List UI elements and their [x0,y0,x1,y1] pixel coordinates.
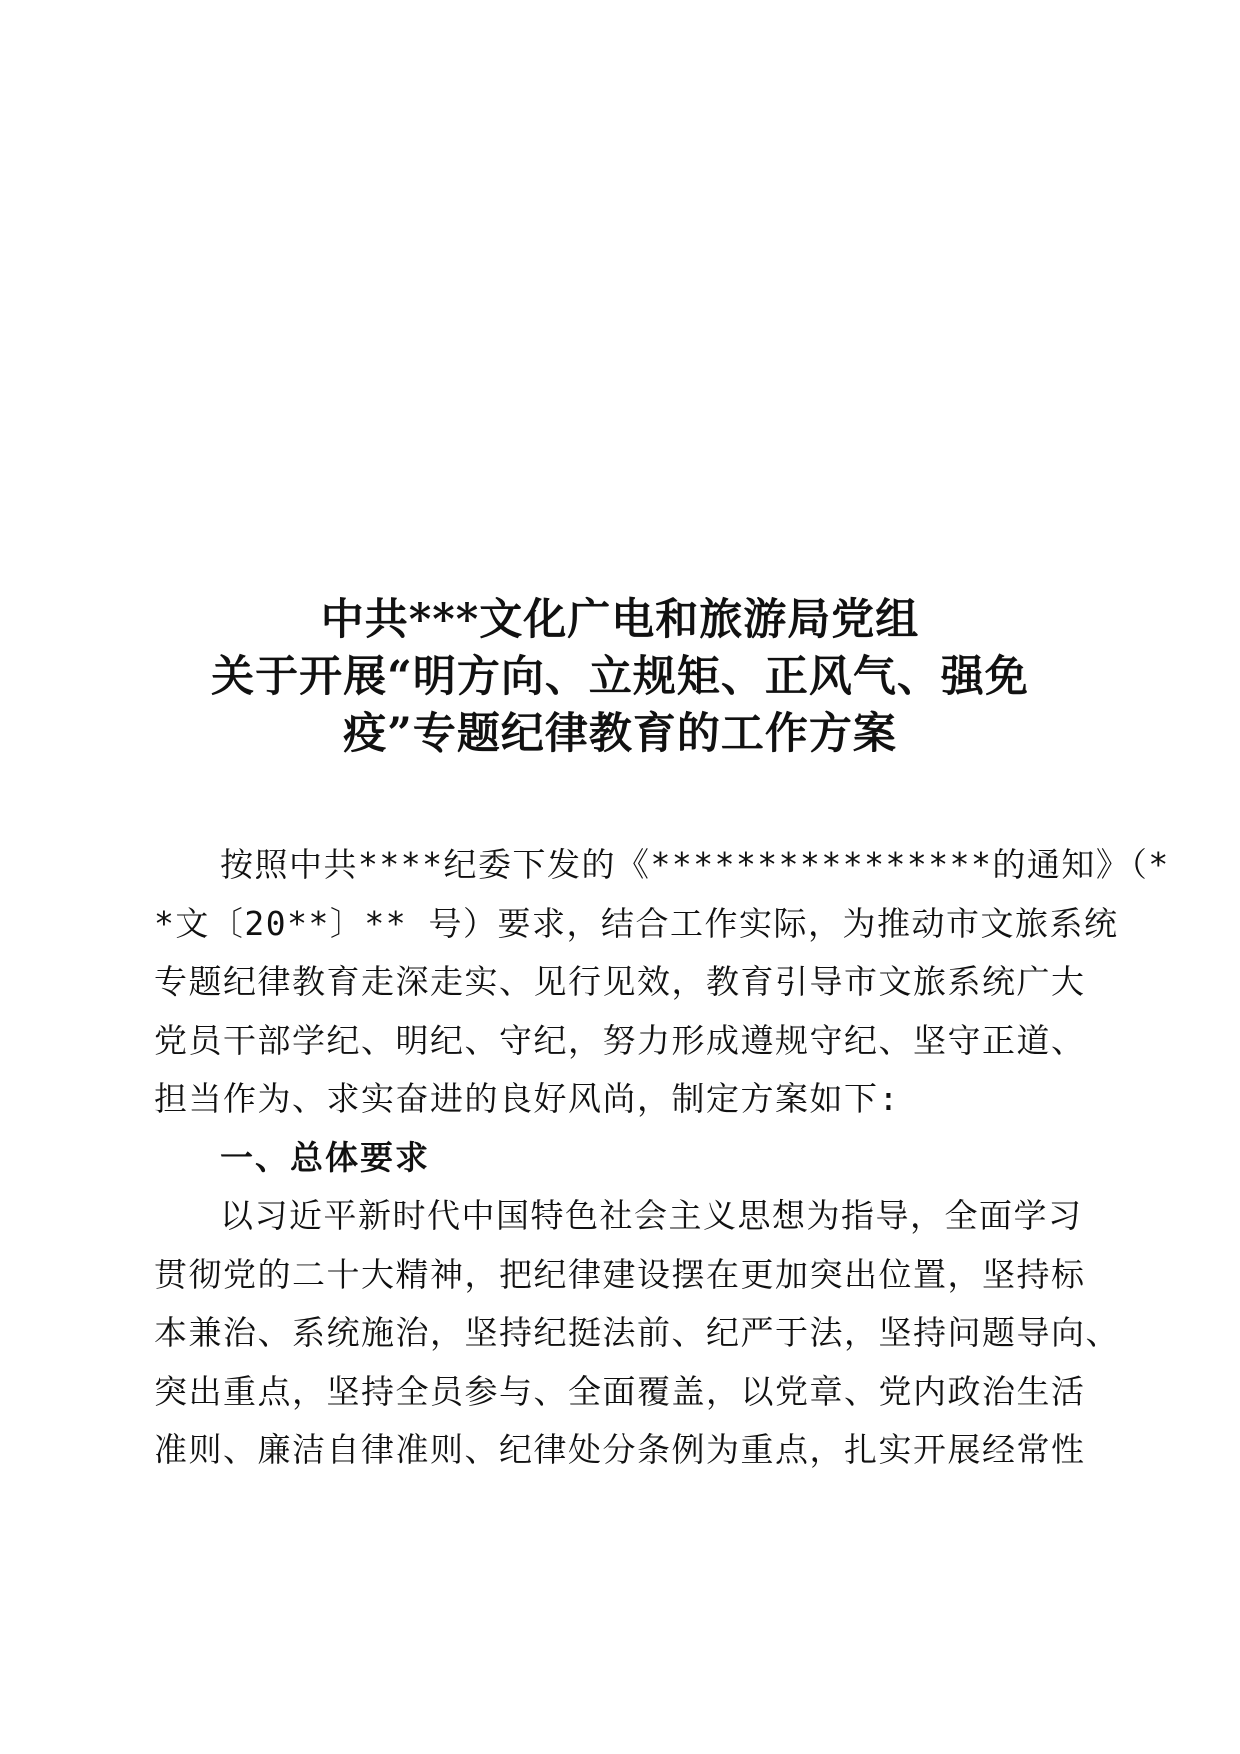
document-title [0,592,1240,763]
paragraph-line: 本兼治、系统施治，坚持纪挺法前、纪严于法，坚持问题导向、 [154,1313,1120,1352]
paragraph-line: 准则、廉洁自律准则、纪律处分条例为重点，扎实开展经常性 [154,1430,1086,1469]
title-line: 疫”专题纪律教育的工作方案 [343,709,897,759]
section-heading: 一、总体要求 [220,1137,430,1177]
title-line: 中共***文化广电和旅游局党组 [320,595,920,645]
paragraph-line: 党员干部学纪、明纪、守纪，努力形成遵规守纪、坚守正道、 [154,1020,1086,1060]
paragraph-line: *文〔20**〕** 号）要求，结合工作实际，为推动市文旅系统 [154,903,1119,943]
paragraph-line: 担当作为、求实奋进的良好风尚，制定方案如下: [154,1079,900,1118]
paragraph-line: 专题纪律教育走深走实、见行见效，教育引导市文旅系统广大 [154,962,1086,1001]
paragraph-line: 以习近平新时代中国特色社会主义思想为指导，全面学习 [220,1196,1083,1235]
paragraph-line: 按照中共****纪委下发的《****************的通知》（* [220,845,1170,884]
title-line: 关于开展“明方向、立规矩、正风气、强免 [211,652,1029,702]
paragraph-line: 贯彻党的二十大精神，把纪律建设摆在更加突出位置，坚持标 [154,1254,1086,1294]
document-body [154,836,1170,1480]
paragraph-line: 突出重点，坚持全员参与、全面覆盖，以党章、党内政治生活 [154,1371,1086,1411]
